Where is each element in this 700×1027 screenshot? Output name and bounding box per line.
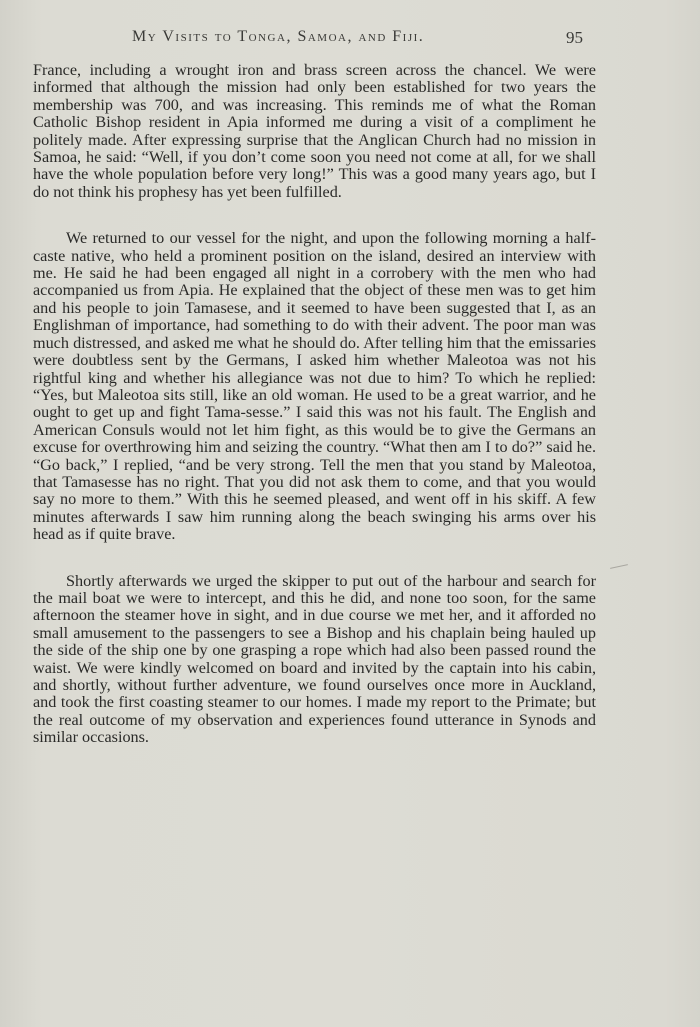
paragraph-3: Shortly afterwards we urged the skipper to put out of the harbour and search for the mail boat we were to intercept, and this he did, and none too soon, for the same afternoon the steamer hove in sight, and in due course we met her, and it afforded no small amusement to the passengers to see a Bishop and his chaplain being hauled up the side of the ship one by one grasping a rope which had also been passed round the waist. We were kindly welcomed on board and invited by the captain into his cabin, and shortly, without further adventure, we found ourselves once more in Auckland, and took the first coasting steamer to our homes. I made my report to the Primate; but the real outcome of my observation and experiences found utterance in Synods and similar occasions. [33,571,596,747]
paragraph-1: France, including a wrought iron and brass screen across the chancel. We were informed that although the mission had only been established for two years the membership was 700, and was increasing. This reminds me of what the Roman Catholic Bishop resident in Apia informed me during a visit of a compliment he politely made. After expressing surprise that the Anglican Church had no mission in Samoa, he said: “Well, if you don’t come soon you need not come at all, for we shall have the whole population before very long!” This was a good many years ago, but I do not think his prophesy has yet been fulfilled. [33,61,596,201]
page-number: 95 [566,28,583,47]
paragraph-2: We returned to our vessel for the night, and upon the following morning a half-caste native, who held a prominent position on the island, desired an interview with me. He said he had been engaged all night in a corrobery with the men who had accompanied us from Apia. He explained that the object of these men was to get him and his people to join Tamasese, and it seemed to have been suggested that I, as an Englishman of importance, had something to do with their advent. The poor man was much distressed, and asked me what he should do. After telling him that the emissaries were doubtless sent by the Germans, I asked him whether Maleotoa was not his rightful king and whether his allegiance was not due to him? To which he replied: “Yes, but Maleotoa sits still, like an old woman. He used to be a great warrior, and he ought to get up and fight Tama-sesse.” I said this was not his fault. The English and American Consuls would not let him fight, as this would be to give the Germans an excuse for overthrowing him and seizing the country. “What then am I to do?” said he. “Go back,” I replied, “and be very strong. Tell the men that you stand by Maleotoa, that Tamasesse has no right. That you did not ask them to come, and that you would say no more to them.” With this he seemed pleased, and went off in his skiff. A few minutes afterwards I saw him running along the beach swinging his arms over his head as if quite brave. [33,229,596,544]
margin-mark [610,564,628,569]
running-title: My Visits to Tonga, Samoa, and Fiji. [132,28,425,45]
body-text [33,62,596,776]
